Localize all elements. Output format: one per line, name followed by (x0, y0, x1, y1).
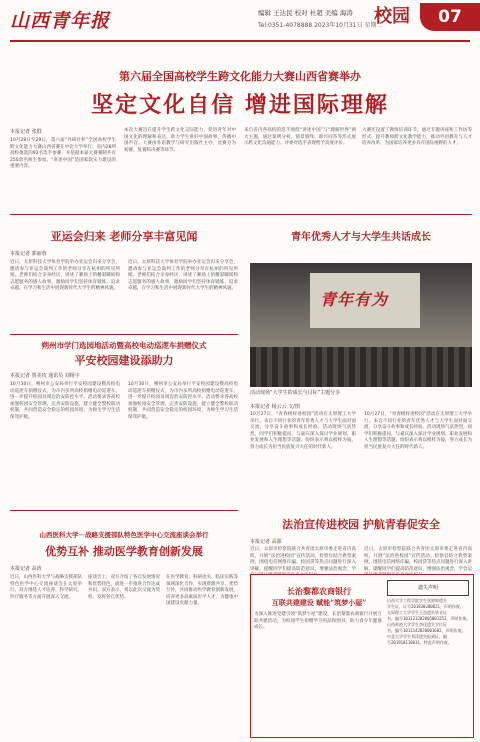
lead-column-3: 来自省内各高校的选手围绕“讲述中国”与“理解世界”两大主题，通过案例分析、情景演绎、即兴问答等形式展示跨文化沟通能力。评委对选手表现给予高度评价。 (244, 128, 356, 147)
asian-games-body-1: 近日，太原科技大学体育学院举办亚运会归来分享会，邀请参与亚运会裁判工作的老师分享在杭州的所见所闻。老师们结合亲身经历，讲述了赛场上的精彩瞬间和志愿服务的感人故事，激励同学们坚持体育锻炼、追求卓越，在学习和生活中展现新时代大学生的精神风貌。 (10, 260, 120, 292)
notice-line: 学生证，证号201830200021，声明作废。 (387, 604, 464, 609)
notice-line: 太原理工大学学生王浩遗失毕业证 (387, 610, 447, 615)
law-byline: 本报记者 高源 (250, 539, 282, 545)
notice-title: 遗失声明 (387, 580, 469, 596)
shuozhou-byline: 本报记者 贾美玫 通讯员 刘杨宇 (10, 373, 80, 379)
asian-games-byline: 本报记者 郭丽蓉 (10, 251, 47, 257)
lead-column-4: 大赛还设置了教师培训环节，通过专题讲座和工作坊等形式，提升教师跨文化教学能力，推动外语教育与人才培养改革，为国家培养更多具有国际视野的人才。 (362, 128, 472, 147)
masthead (0, 0, 480, 50)
shuozhou-kicker: 朔州市学门选园地活动暨高校电动巡逻车捐赠仪式 (41, 341, 207, 350)
photo-screen-text: 青年有为 (320, 290, 389, 309)
medical-byline: 本报记者 高涛 (10, 566, 42, 572)
section-divider (10, 214, 472, 215)
section-divider (10, 510, 238, 511)
notice-line: 中北大学学生刘洋遗失报到证，编 (387, 634, 447, 639)
section-divider (10, 334, 238, 335)
medical-headline: 优势互补 推动医学教育创新发展 (45, 545, 203, 558)
medical-kicker: 山西医科大学－战略支援部队特色医学中心交流座谈会举行 (39, 531, 209, 539)
notice-line: 书，编号101121202005001253，声明作废。 (387, 616, 471, 621)
lead-headline: 坚定文化自信 增进国际理解 (91, 92, 389, 118)
photo-caption: 活动现场“大学生的成长与目标”主题分享 (250, 390, 341, 396)
masthead-rule (10, 40, 470, 42)
notices-list (387, 598, 469, 646)
asian-games-body-2: 近日，太原科技大学体育学院举办亚运会归来分享会，邀请参与亚运会裁判工作的老师分享在杭州的所见所闻。老师们结合亲身经历，讲述了赛场上的精彩瞬间和志愿服务的感人故事，激励同学们坚持体育锻炼、追求卓越，在学习和生活中展现新时代大学生的精神风貌。 (128, 260, 238, 292)
law-body-2: 近日，太原市检察院联合共青团太原市委走进省内高校，开展“法治进校园”宣传活动。检察官结合典型案例，围绕电信网络诈骗、校园贷等热点问题进行深入讲解，提醒同学们提高防范意识，增强法治观念，学会运 (364, 547, 472, 572)
issue-date: Tel:0351-4078888 2023年10月31日 星期二 (258, 22, 383, 29)
section-title: 校园 (374, 6, 410, 27)
notice-line: 山西师范大学学生李佳遗失学位证 (387, 622, 447, 627)
shuozhou-body-2: 10月30日，朔州市公安局举行平安校园建设暨高校电动巡逻车捐赠仪式，为市内多所高校捐赠电动巡逻车，进一步提升校园及周边治安防控水平。活动要求各高校加强校园安全管理，完善安防设施，建立健全警校联动机制，共同营造安全稳定的校园环境，为师生学习生活保驾护航。 (128, 382, 238, 420)
youth-body-1: 10月27日，“青春榜样进校园”活动在太原理工大学举行。来自不同行业的青年优秀人才与大学生面对面交流，分享奋斗故事和成长经验。活动现场气氛热烈，同学们积极提问，与嘉宾深入探讨学业规划、职业发展和人生理想等话题，纷纷表示将以榜样为镜，努力成长为担当民族复兴大任的时代新人。 (250, 412, 356, 450)
youth-body-2: 10月27日，“青春榜样进校园”活动在太原理工大学举行。来自不同行业的青年优秀人才与大学生面对面交流，分享奋斗故事和成长经验。活动现场气氛热烈，同学们积极提问，与嘉宾深入探讨学业规划、职业发展和人生理想等话题，纷纷表示将以榜样为镜，努力成长为担当民族复兴大任的时代新人。 (364, 412, 472, 450)
notice-line: 书，编号1011142020001682，声明作废。 (387, 628, 466, 633)
youth-byline: 本报记者 杨云云 文/图 (250, 404, 300, 410)
lead-byline: 本报记者 张群 (10, 129, 42, 135)
law-headline: 法治宣传进校园 护航青春促安全 (282, 518, 440, 531)
medical-body-2: 座谈会上，双方介绍了各自发展情况和优势特色，就进一步推进合作达成共识。双方表示，将以此次交流为契机，发挥各自优势。 (88, 575, 160, 600)
page-number-badge: 07 (420, 3, 480, 31)
medical-body-1: 近日，山西医科大学与战略支援部队特色医学中心交流座谈会在太原举行。双方围绕人才培养、科学研究、医疗服务等方面开展深入交流。 (10, 575, 82, 600)
lead-column-2: 本次大赛旨在提升学生跨文化交际能力，促进青年对中国文化的理解和表达，助力学生讲好中国故事、传播中国声音。大赛由外语教学与研究出版社主办，比赛分为初赛、复赛和决赛等环节。 (124, 128, 236, 153)
notice-line: 号201910110031，特此声明作废。 (387, 640, 452, 645)
youth-headline: 青年优秀人才与大学生共话成长 (291, 232, 431, 243)
lead-kicker: 第六届全国高校学生跨文化能力大赛山西省赛举办 (119, 70, 361, 83)
bank-headline: 互联共建建设 赋能“筑梦小屋” (271, 598, 367, 607)
photo-audience (250, 347, 472, 387)
editor-credits: 编辑 王达民 校对 杜超 美编 海涛 (258, 9, 353, 17)
law-body-1: 近日，太原市检察院联合共青团太原市委走进省内高校，开展“法治进校园”宣传活动。检察官结合典型案例，围绕电信网络诈骗、校园贷等热点问题进行深入讲解，提醒同学们提高防范意识，增强法治观念，学 (250, 547, 356, 572)
event-photo (250, 263, 472, 387)
medical-body-3: 在医学教育、科研攻关、临床实践等领域深化合作，实现资源共享、优势互补，共同推动医学教育创新发展，培养更多高素质医学人才，为健康中国建设贡献力量。 (166, 575, 238, 607)
newspaper-logo: 山西青年报 (10, 10, 111, 32)
bank-kicker: 长治黎都农商银行 (287, 586, 351, 596)
shuozhou-headline: 平安校园建设添助力 (74, 354, 174, 367)
lead-column-1: 10月28日至29日，第六届“外研社杯”全国高校学生跨文化能力大赛山西省赛在中北大学举行。省内28所高校推选的92名选手参赛，并依据本届大赛赛制共有250余名师生参加。“讲述中国”是国家软实力建设的重要内容。 (10, 138, 116, 170)
bank-body: 为深入推进党建引领“筑梦小屋”建设，长治黎都农商银行开展互联共建活动，为校园学生捐赠学习用品和图书，助力青少年健康成长。 (254, 612, 382, 631)
shuozhou-body-1: 10月30日，朔州市公安局举行平安校园建设暨高校电动巡逻车捐赠仪式，为市内多所高校捐赠电动巡逻车，进一步提升校园及周边治安防控水平。活动要求各高校加强校园安全管理，完善安防设施，建立健全警校联动机制，共同营造安全稳定的校园环境，为师生学习生活保驾护航。 (10, 382, 120, 420)
asian-games-headline: 亚运会归来 老师分享丰富见闻 (50, 230, 198, 243)
photo-stage-screen (310, 273, 420, 328)
notice-line: 山西大学工程学院学生张婷婷遗失 (387, 598, 447, 603)
